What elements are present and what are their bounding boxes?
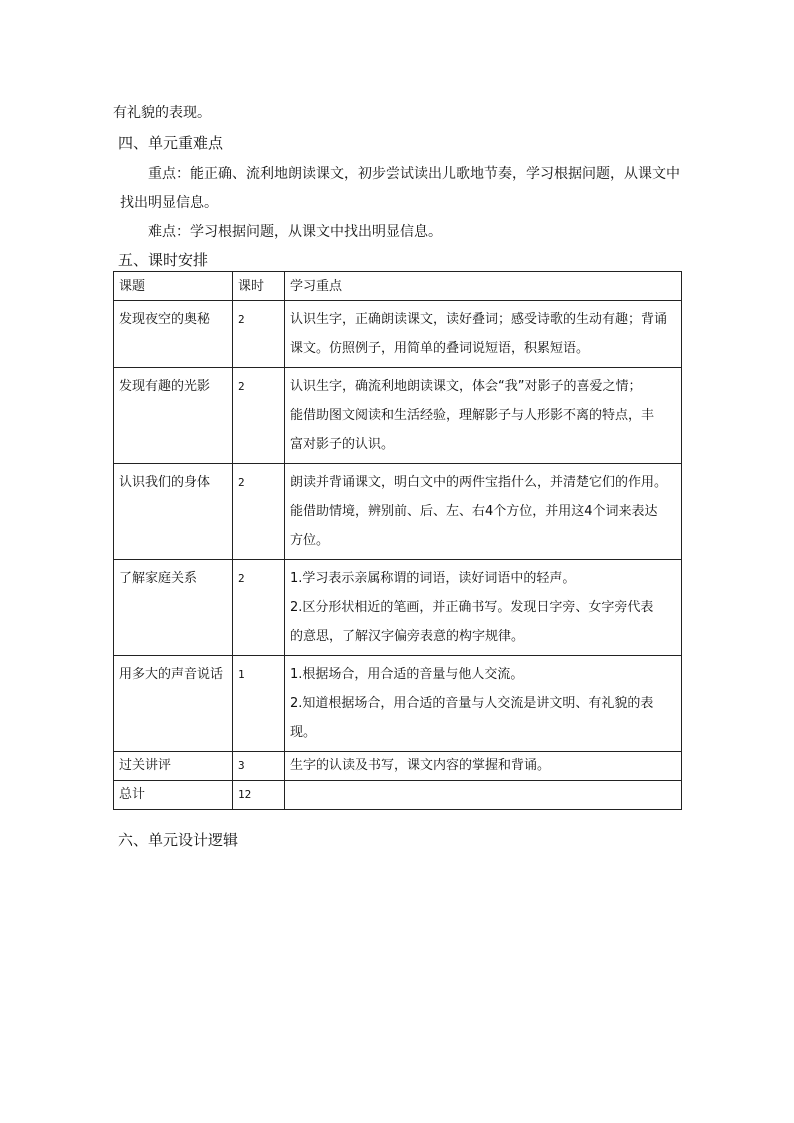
learning-focus-line: 2.知道根据场合，用合适的音量与人交流是讲文明、有礼貌的表 — [290, 696, 654, 711]
learning-focus-line: 现。 — [290, 725, 317, 740]
learning-focus-line: 认识生字，确流利地朗读课文，体会“我”对影子的喜爱之情； — [290, 379, 642, 394]
difficulty-text: 难点：学习根据问题，从课文中找出明显信息。 — [148, 224, 442, 240]
key-point-line-2: 找出明显信息。 — [120, 195, 218, 211]
lesson-hours-cell: 2 — [233, 301, 285, 368]
learning-focus-line: 能借助情境，辨别前、后、左、右4个方位，并用这4个词来表达 — [290, 504, 658, 519]
header-hours: 课时 — [233, 272, 285, 301]
lesson-hours-cell: 2 — [233, 368, 285, 464]
learning-focus-line: 1.学习表示亲属称谓的词语，读好词语中的轻声。 — [290, 571, 576, 586]
learning-focus-line: 认识生字，正确朗读课文，读好叠词；感受诗歌的生动有趣；背诵 — [290, 312, 668, 327]
table-row — [114, 368, 682, 464]
lesson-hours-cell: 12 — [233, 781, 285, 810]
schedule-table — [113, 271, 682, 810]
lesson-name-cell: 过关讲评 — [114, 752, 233, 781]
section-5-heading: 五、课时安排 — [118, 251, 209, 269]
table-row — [114, 656, 682, 752]
learning-focus-line: 富对影子的认识。 — [290, 437, 395, 452]
lesson-name-cell: 认识我们的身体 — [114, 464, 233, 560]
learning-focus-line: 能借助图文阅读和生活经验，理解影子与人形影不离的特点，丰 — [290, 408, 655, 423]
lesson-name-cell: 总计 — [114, 781, 233, 810]
learning-focus-line: 2.区分形状相近的笔画，并正确书写。发现日字旁、女字旁代表 — [290, 600, 654, 615]
learning-focus-cell — [285, 464, 682, 560]
table-row — [114, 781, 682, 810]
learning-focus-line: 的意思，了解汉字偏旁表意的构字规律。 — [290, 629, 525, 644]
lesson-name-cell: 用多大的声音说话 — [114, 656, 233, 752]
learning-focus-line: 生字的认读及书写，课文内容的掌握和背诵。 — [290, 758, 551, 773]
lesson-hours-cell: 1 — [233, 656, 285, 752]
learning-focus-line: 方位。 — [290, 533, 330, 548]
learning-focus-cell — [285, 301, 682, 368]
learning-focus-cell — [285, 368, 682, 464]
lesson-hours-cell: 2 — [233, 560, 285, 656]
learning-focus-cell — [285, 752, 682, 781]
key-point-line-1: 重点：能正确、流利地朗读课文，初步尝试读出儿歌地节奏，学习根据问题，从课文中 — [148, 166, 680, 182]
learning-focus-cell — [285, 781, 682, 810]
learning-focus-line: 1.根据场合，用合适的音量与他人交流。 — [290, 667, 524, 682]
learning-focus-cell — [285, 656, 682, 752]
learning-focus-line: 课文。仿照例子，用简单的叠词说短语，积累短语。 — [290, 341, 590, 356]
table-row — [114, 752, 682, 781]
lesson-hours-cell: 3 — [233, 752, 285, 781]
table-row — [114, 301, 682, 368]
table-header-row — [114, 272, 682, 301]
lesson-name-cell: 发现有趣的光影 — [114, 368, 233, 464]
header-focus: 学习重点 — [285, 272, 682, 301]
table-row — [114, 464, 682, 560]
section-6-heading: 六、单元设计逻辑 — [118, 831, 239, 849]
lesson-name-cell: 发现夜空的奥秘 — [114, 301, 233, 368]
learning-focus-line: 朗读并背诵课文，明白文中的两件宝指什么，并清楚它们的作用。 — [290, 475, 668, 490]
table-row — [114, 560, 682, 656]
lesson-name-cell: 了解家庭关系 — [114, 560, 233, 656]
lesson-hours-cell: 2 — [233, 464, 285, 560]
section-4-heading: 四、单元重难点 — [118, 134, 224, 152]
header-lesson: 课题 — [114, 272, 233, 301]
learning-focus-cell — [285, 560, 682, 656]
intro-continuation-text: 有礼貌的表现。 — [113, 105, 211, 121]
